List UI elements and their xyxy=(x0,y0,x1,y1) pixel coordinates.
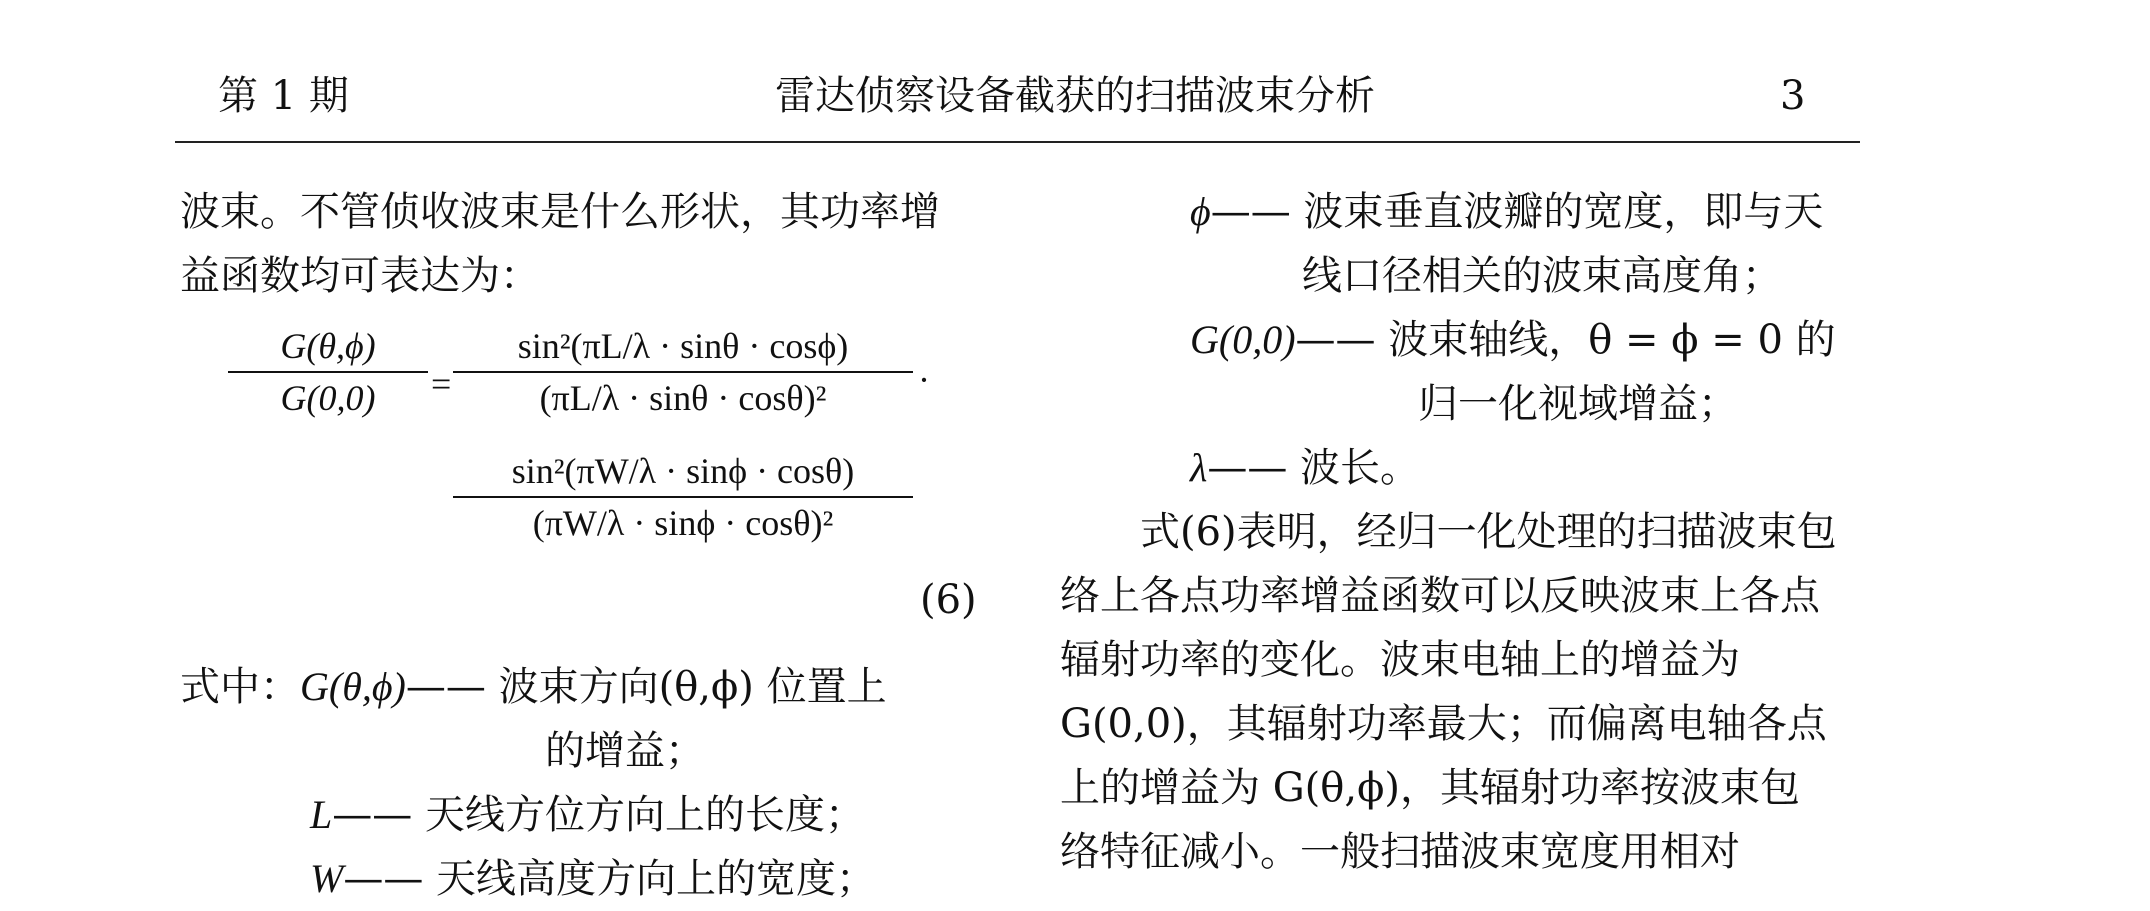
paragraph-line: 络上各点功率增益函数可以反映波束上各点 xyxy=(1060,573,1820,619)
intro-line-1: 波束。不管侦收波束是什么形状，其功率增 xyxy=(180,189,940,235)
definition-l xyxy=(310,783,865,847)
right-paragraph xyxy=(1060,500,1860,884)
rhs2-numerator: sin²(πW/λ · sinϕ · cosθ) xyxy=(511,451,855,491)
definition-dash: —— xyxy=(1207,445,1288,491)
definition-dash: —— xyxy=(1295,317,1376,363)
page-number: 3 xyxy=(1780,73,1806,119)
definition-text: 波束轴线，θ = ϕ = 0 的 xyxy=(1388,317,1836,363)
running-title: 雷达侦察设备截获的扫描波束分析 xyxy=(775,73,1375,119)
definition-symbol: λ xyxy=(1190,445,1208,490)
definition-lambda xyxy=(1190,436,1420,500)
definition-g-theta-phi xyxy=(180,655,887,719)
definition-w xyxy=(310,847,876,911)
paragraph-line: 上的增益为 G(θ,ϕ)，其辐射功率按波束包 xyxy=(1060,765,1800,811)
where-prefix: 式中： xyxy=(180,664,300,710)
rhs1-numerator: sin²(πL/λ · sinθ · cosϕ) xyxy=(517,326,849,366)
definition-g00 xyxy=(1190,308,1836,372)
header-rule xyxy=(175,141,1860,143)
rhs-fraction-2 xyxy=(453,450,913,544)
definition-text: 波束垂直波瓣的宽度，即与天 xyxy=(1303,189,1824,235)
definition-text: 波束方向(θ,ϕ) 位置上 xyxy=(498,664,887,710)
equation-number: (6) xyxy=(920,577,977,623)
definition-continuation: 归一化视域增益； xyxy=(1418,381,1738,427)
rhs1-denominator: (πL/λ · sinθ · cosθ)² xyxy=(539,378,827,418)
intro-line-2: 益函数均可表达为： xyxy=(180,253,540,299)
lhs-denominator: G(0,0) xyxy=(280,378,376,418)
lhs-fraction xyxy=(228,325,428,419)
paragraph-line: G(0,0)，其辐射功率最大；而偏离电轴各点 xyxy=(1060,701,1827,747)
rhs2-denominator: (πW/λ · sinϕ · cosθ)² xyxy=(532,503,834,543)
fraction-bar xyxy=(228,371,428,373)
lhs-numerator: G(θ,ϕ) xyxy=(280,326,376,366)
multiply-dot: · xyxy=(918,360,930,400)
definition-dash: —— xyxy=(1210,189,1291,235)
left-column xyxy=(180,180,980,308)
definition-symbol: L xyxy=(310,792,333,837)
equation-6 xyxy=(228,325,988,645)
rhs-fraction-1 xyxy=(453,325,913,419)
definition-symbol: G(θ,ϕ) xyxy=(300,664,406,709)
paragraph-line: 辐射功率的变化。波束电轴上的增益为 xyxy=(1060,637,1740,683)
fraction-bar xyxy=(453,371,913,373)
definition-dash: —— xyxy=(405,664,486,710)
right-definitions xyxy=(1060,180,1860,510)
definition-symbol: W xyxy=(310,856,344,901)
equals-sign: = xyxy=(431,364,452,404)
definition-symbol: ϕ xyxy=(1190,189,1211,234)
left-definitions xyxy=(180,655,980,900)
fraction-bar xyxy=(453,496,913,498)
definition-dash: —— xyxy=(343,856,424,902)
definition-text: 波长。 xyxy=(1300,445,1421,491)
definition-dash: —— xyxy=(332,792,413,838)
definition-phi xyxy=(1190,180,1823,244)
definition-text: 天线方位方向上的长度； xyxy=(424,792,865,838)
definition-symbol: G(0,0) xyxy=(1190,317,1296,362)
paragraph-line: 络特征减小。一般扫描波束宽度用相对 xyxy=(1060,829,1740,875)
issue-number: 第 1 期 xyxy=(218,73,349,119)
paragraph-line: 式(6)表明，经归一化处理的扫描波束包 xyxy=(1140,509,1837,555)
definition-continuation: 线口径相关的波束高度角； xyxy=(1302,253,1782,299)
definition-continuation: 的增益； xyxy=(545,728,705,774)
definition-text: 天线高度方向上的宽度； xyxy=(436,856,877,902)
